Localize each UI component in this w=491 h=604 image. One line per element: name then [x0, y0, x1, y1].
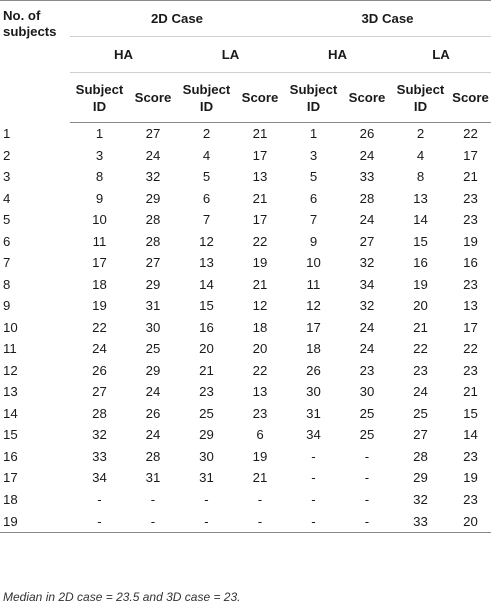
table-cell: 15 — [413, 233, 428, 249]
table-cell: 7 — [309, 212, 318, 228]
table-row — [0, 188, 491, 210]
table-cell: 22 — [252, 233, 268, 249]
table-row — [0, 231, 491, 253]
header-3d-ha-score: Score — [343, 73, 391, 123]
table-cell: - — [236, 510, 284, 533]
table-cell: 24 — [145, 384, 161, 400]
table-cell: 13 — [252, 169, 268, 185]
table-cell: 15 — [463, 405, 478, 421]
table-cell: 8 — [95, 169, 104, 185]
table-cell: 5 — [309, 169, 318, 185]
table-row — [0, 360, 491, 382]
table-cell: 27 — [413, 427, 428, 443]
table-row — [0, 489, 491, 511]
table-row — [0, 166, 491, 188]
table-cell: 10 — [306, 255, 321, 271]
table-cell: 24 — [359, 212, 375, 228]
table-cell: 17 — [252, 147, 268, 163]
table-cell: 7 — [202, 212, 211, 228]
table-cell: 17 — [463, 147, 478, 163]
subject-number-cell: 10 — [3, 319, 18, 335]
table-cell: 10 — [92, 212, 107, 228]
table-cell: 26 — [92, 362, 107, 378]
subject-number-cell: 2 — [3, 147, 11, 163]
table-cell: 22 — [463, 341, 478, 357]
table-cell: 17 — [92, 255, 107, 271]
table-body — [0, 123, 491, 533]
table-row — [0, 403, 491, 425]
table-cell: 27 — [359, 233, 375, 249]
table-cell: 1 — [309, 126, 318, 142]
table-cell: 34 — [359, 276, 375, 292]
table-cell: 23 — [463, 362, 478, 378]
table-cell: 23 — [463, 276, 478, 292]
table-row — [0, 274, 491, 296]
table-row — [0, 123, 491, 145]
table-cell: 4 — [202, 147, 211, 163]
subject-number-cell: 19 — [0, 510, 70, 533]
table-cell: - — [364, 448, 370, 464]
table-cell: 16 — [413, 255, 428, 271]
table-cell: 28 — [413, 448, 428, 464]
table-cell: - — [70, 510, 129, 533]
table-cell: 14 — [199, 276, 214, 292]
subject-number-cell: 11 — [3, 341, 17, 357]
header-2d-ha-subject-id: Subject ID — [70, 73, 129, 123]
table-cell: 13 — [252, 384, 268, 400]
table-cell: 20 — [413, 298, 428, 314]
table-cell: 22 — [92, 319, 107, 335]
table-row — [0, 467, 491, 489]
header-3d-ha-subject-id: Subject ID — [284, 73, 343, 123]
table-cell: 31 — [145, 298, 161, 314]
table-cell: 23 — [463, 491, 478, 507]
subject-number-cell: 18 — [3, 491, 18, 507]
table-cell: 19 — [92, 298, 107, 314]
table-cell: 18 — [306, 341, 321, 357]
table-cell: 31 — [306, 405, 321, 421]
subject-number-cell: 6 — [3, 233, 11, 249]
table-row — [0, 145, 491, 167]
table-cell: 30 — [306, 384, 321, 400]
table-cell: 30 — [145, 319, 161, 335]
table-cell: 21 — [199, 362, 214, 378]
subject-number-cell: 9 — [3, 298, 11, 314]
subject-number-cell: 5 — [3, 212, 11, 228]
header-3d-la: LA — [391, 37, 491, 73]
table-cell: 9 — [95, 190, 104, 206]
table-row — [0, 510, 491, 533]
table-cell: 16 — [463, 255, 478, 271]
table-cell: 11 — [92, 233, 107, 249]
table-cell: 15 — [199, 298, 214, 314]
table-cell: 21 — [413, 319, 428, 335]
table-cell: 23 — [463, 190, 478, 206]
header-2d-la-score: Score — [236, 73, 284, 123]
table-row — [0, 209, 491, 231]
table-cell: 18 — [252, 319, 268, 335]
table-cell: 29 — [145, 190, 161, 206]
header-3d-la-subject-id: Subject ID — [391, 73, 450, 123]
header-2d-la-subject-id: Subject ID — [177, 73, 236, 123]
table-cell: 24 — [145, 147, 161, 163]
table-cell: 9 — [309, 233, 318, 249]
table-cell: - — [257, 491, 263, 507]
table-cell: 31 — [145, 470, 161, 486]
table-cell: - — [343, 510, 391, 533]
subject-number-cell: 3 — [3, 169, 11, 185]
table-cell: 34 — [306, 427, 321, 443]
subject-number-cell: 13 — [3, 384, 18, 400]
table-cell: 29 — [199, 427, 214, 443]
table-cell: 21 — [463, 384, 478, 400]
table-cell: 1 — [95, 126, 104, 142]
table-cell: - — [364, 491, 370, 507]
table-cell: 34 — [92, 470, 107, 486]
table-cell: 13 — [199, 255, 214, 271]
table-cell: 24 — [359, 341, 375, 357]
table-cell: 6 — [309, 190, 318, 206]
header-no-of-subjects-label: No. of subjects — [3, 8, 57, 39]
table-cell: 14 — [463, 427, 478, 443]
header-no-of-subjects — [0, 1, 70, 123]
table-row — [0, 381, 491, 403]
table-cell: 30 — [199, 448, 214, 464]
subject-number-cell: 4 — [3, 190, 11, 206]
table-cell: 23 — [413, 362, 428, 378]
table-cell: 6 — [202, 190, 211, 206]
table-row — [0, 295, 491, 317]
table-cell: 21 — [252, 126, 268, 142]
header-2d-la: LA — [177, 37, 284, 73]
header-2d-ha-score: Score — [129, 73, 177, 123]
table-cell: 23 — [463, 448, 478, 464]
table-cell: 21 — [463, 169, 478, 185]
table-cell: 2 — [416, 126, 425, 142]
table-cell: 13 — [413, 190, 428, 206]
table-cell: 23 — [463, 212, 478, 228]
table-cell: 28 — [359, 190, 375, 206]
table-cell: 12 — [306, 298, 321, 314]
table-cell: 8 — [416, 169, 425, 185]
table-cell: 19 — [463, 470, 478, 486]
table-cell: 27 — [92, 384, 107, 400]
table-cell: 3 — [309, 147, 318, 163]
table-cell: - — [150, 491, 156, 507]
subject-number-cell: 12 — [3, 362, 18, 378]
table-cell: 30 — [359, 384, 375, 400]
table-cell: 24 — [413, 384, 428, 400]
subject-number-cell: 15 — [3, 427, 18, 443]
table-cell: - — [204, 491, 209, 507]
table-cell: 26 — [306, 362, 321, 378]
table-cell: 23 — [359, 362, 375, 378]
table-row — [0, 317, 491, 339]
table-cell: 25 — [145, 341, 161, 357]
table-cell: 2 — [202, 126, 211, 142]
table-cell: 28 — [145, 233, 161, 249]
table-cell: 19 — [252, 448, 268, 464]
table-cell: 24 — [92, 341, 107, 357]
table-cell: 27 — [145, 255, 161, 271]
table-cell: 33 — [359, 169, 375, 185]
table-cell: 21 — [252, 190, 268, 206]
table-cell: 25 — [413, 405, 428, 421]
table-cell: - — [311, 448, 316, 464]
table-cell: - — [364, 470, 370, 486]
table-cell: 29 — [145, 276, 161, 292]
table-cell: 33 — [92, 448, 107, 464]
table-cell: 5 — [202, 169, 211, 185]
table-cell: 12 — [252, 298, 268, 314]
table-cell: 29 — [413, 470, 428, 486]
table-cell: 26 — [359, 126, 375, 142]
table-cell: - — [97, 491, 102, 507]
table-cell: 22 — [252, 362, 268, 378]
table-cell: 25 — [359, 405, 375, 421]
table-footnote: Median in 2D case = 23.5 and 3D case = 23. — [3, 590, 241, 604]
table-cell: 21 — [252, 470, 268, 486]
table-cell: 24 — [145, 427, 161, 443]
table-row — [0, 424, 491, 446]
subject-number-cell: 17 — [3, 470, 18, 486]
header-3d-case: 3D Case — [284, 1, 491, 37]
table-cell: 20 — [199, 341, 214, 357]
table-cell: 19 — [413, 276, 428, 292]
table-cell: 24 — [359, 319, 375, 335]
table-cell: 23 — [199, 384, 214, 400]
table-cell: 22 — [413, 341, 428, 357]
table-cell: 17 — [252, 212, 268, 228]
table-cell: 32 — [413, 491, 428, 507]
table-cell: 13 — [463, 298, 478, 314]
table-cell: 29 — [145, 362, 161, 378]
table-cell: 21 — [252, 276, 268, 292]
table-cell: 20 — [252, 341, 268, 357]
table-cell: 26 — [145, 405, 161, 421]
table-cell: 32 — [145, 169, 161, 185]
subject-number-cell: 7 — [3, 255, 11, 271]
table-cell: 17 — [463, 319, 478, 335]
table-cell: 32 — [359, 255, 375, 271]
table-cell: 22 — [463, 126, 478, 142]
subject-number-cell: 14 — [3, 405, 18, 421]
table-cell: 20 — [450, 510, 491, 533]
table-cell: 4 — [416, 147, 425, 163]
table-cell: 25 — [359, 427, 375, 443]
table-cell: - — [129, 510, 177, 533]
table-cell: 32 — [359, 298, 375, 314]
table-cell: 17 — [306, 319, 321, 335]
table-cell: 19 — [463, 233, 478, 249]
header-3d-la-score: Score — [450, 73, 491, 123]
table-cell: 23 — [252, 405, 268, 421]
table-cell: 31 — [199, 470, 214, 486]
header-2d-ha: HA — [70, 37, 177, 73]
table-cell: 12 — [199, 233, 214, 249]
subject-number-cell: 1 — [3, 126, 11, 141]
table-cell: - — [311, 491, 316, 507]
subject-number-cell: 16 — [3, 448, 18, 464]
table-cell: 32 — [92, 427, 107, 443]
table-cell: 24 — [359, 147, 375, 163]
table-cell: 28 — [145, 448, 161, 464]
table-cell: 19 — [252, 255, 268, 271]
table-cell: - — [311, 470, 316, 486]
table-cell: 28 — [92, 405, 107, 421]
table-row — [0, 338, 491, 360]
table-cell: 25 — [199, 405, 214, 421]
table-cell: 16 — [199, 319, 214, 335]
table-cell: 18 — [92, 276, 107, 292]
table-cell: - — [284, 510, 343, 533]
table-cell: 28 — [145, 212, 161, 228]
table-cell: 27 — [145, 126, 161, 142]
table-cell: 14 — [413, 212, 428, 228]
table-cell: 33 — [391, 510, 450, 533]
subject-number-cell: 8 — [3, 276, 11, 292]
table-row — [0, 252, 491, 274]
table-row — [0, 446, 491, 468]
table-cell: 3 — [95, 147, 104, 163]
table-cell: - — [177, 510, 236, 533]
header-3d-ha: HA — [284, 37, 391, 73]
table-cell: 6 — [256, 427, 264, 443]
table-cell: 11 — [306, 276, 321, 292]
header-2d-case: 2D Case — [70, 1, 284, 37]
